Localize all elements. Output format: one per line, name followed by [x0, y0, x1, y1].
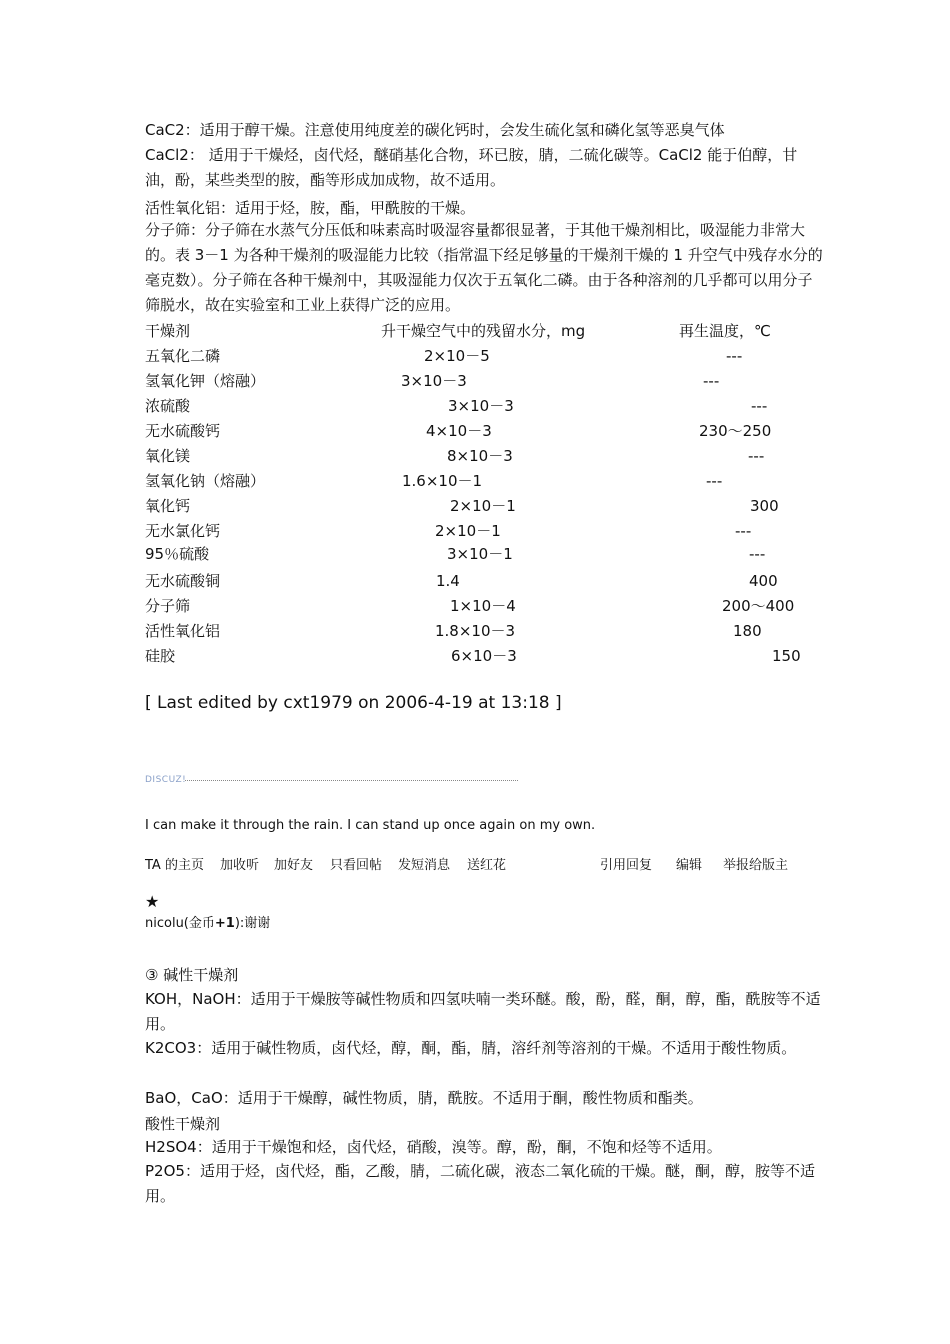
table-row [145, 495, 845, 517]
rating-comment: ):谢谢 [234, 916, 271, 931]
table-row [145, 420, 845, 442]
edit-link[interactable]: 编辑 [676, 858, 703, 873]
cell-regen: --- [735, 522, 752, 540]
acidic-desiccant-title: 酸性干燥剂 [145, 1115, 221, 1133]
cell-desiccant: 硅胶 [145, 647, 176, 665]
basic-desiccant-title: ③ 碱性干燥剂 [145, 966, 239, 984]
cell-desiccant: 活性氧化铝 [145, 622, 221, 640]
rating-user: nicolu(金币 [145, 916, 215, 931]
cell-desiccant: 氢氧化钠（熔融） [145, 472, 266, 490]
table-row [145, 345, 845, 367]
sieve-paragraph: 分子筛：分子筛在水蒸气分压低和味素高时吸湿容量都很显著，于其他干燥剂相比，吸湿能力非常大的。表 3－1 为各种干燥剂的吸湿能力比较（指常温下经足够量的干燥剂干燥的 1 升空气中残存水分的毫克数）。分子筛在各种干燥剂中，其吸湿能力仅次于五氧化二磷。由于各种溶剂的几乎都可以用分子筛脱水，故在实验室和工业上获得广泛的应用。 [145, 221, 823, 314]
cell-regen: 230～250 [699, 422, 772, 440]
cell-regen: --- [749, 545, 766, 563]
cac2-paragraph: CaC2：适用于醇干燥。注意使用纯度差的碳化钙时，会发生硫化氢和磷化氢等恶臭气体 [145, 121, 725, 139]
cell-desiccant: 氧化镁 [145, 447, 191, 465]
cell-residual: 2×10－5 [424, 347, 490, 365]
cell-regen: --- [706, 472, 723, 490]
cell-regen: --- [726, 347, 743, 365]
cell-desiccant: 无水硫酸铜 [145, 572, 221, 590]
cell-desiccant: 无水硫酸钙 [145, 422, 221, 440]
cell-residual: 1.8×10－3 [435, 622, 516, 640]
send-message-link[interactable]: 发短消息 [398, 858, 451, 873]
table-row [145, 445, 845, 467]
cell-residual: 2×10－1 [450, 497, 516, 515]
table-row [145, 470, 845, 492]
signature-text: I can make it through the rain. I can stand up once again on my own. [145, 818, 596, 833]
rating-entry [145, 915, 270, 933]
p2o5-paragraph: P2O5：适用于烃，卤代烃，酯，乙酸，腈，二硫化碳，液态二氧化硫的干燥。醚，酮，醇，胺等不适用。 [145, 1162, 815, 1205]
cell-desiccant: 五氧化二磷 [145, 347, 221, 365]
cell-regen: --- [748, 447, 765, 465]
table-row [145, 620, 845, 642]
star-icon: ★ [145, 892, 160, 911]
follow-link[interactable]: 加收听 [220, 858, 260, 873]
header-desiccant: 干燥剂 [145, 322, 191, 340]
header-regen-temp: 再生温度，℃ [679, 322, 771, 340]
k2co3-paragraph: K2CO3：适用于碱性物质，卤代烃，醇，酮，酯，腈，溶纤剂等溶剂的干燥。不适用于酸性物质。 [145, 1039, 797, 1057]
table-header [145, 320, 845, 342]
rating-amount: +1 [214, 916, 235, 931]
h2so4-paragraph: H2SO4：适用于干燥饱和烃，卤代烃，硝酸，溴等。醇，酚，酮，不饱和烃等不适用。 [145, 1138, 722, 1156]
cell-regen: 300 [750, 497, 779, 515]
table-row [145, 645, 845, 667]
header-residual-water: 升干燥空气中的残留水分，mg [381, 322, 586, 340]
cell-residual: 1×10－4 [450, 597, 516, 615]
edit-note: [ Last edited by cxt1979 on 2006-4-19 at 13:18 ] [145, 693, 562, 713]
forum-logo-icon: DISCUZ! [145, 775, 187, 785]
cell-desiccant: 氧化钙 [145, 497, 191, 515]
cell-residual: 3×10－1 [447, 545, 513, 563]
cacl2-paragraph: CaCl2： 适用于干燥烃，卤代烃，醚硝基化合物，环已胺，腈，二硫化碳等。CaCl2 能于伯醇，甘油，酚，某些类型的胺，酯等形成加成物，故不适用。 [145, 146, 798, 189]
cell-regen: 200～400 [722, 597, 795, 615]
cell-residual: 4×10－3 [426, 422, 492, 440]
table-row [145, 595, 845, 617]
cell-residual: 1.4 [436, 572, 460, 590]
cell-regen: --- [703, 372, 720, 390]
report-link[interactable]: 举报给版主 [723, 858, 789, 873]
table-row [145, 570, 845, 592]
bao-paragraph: BaO，CaO：适用于干燥醇，碱性物质，腈，酰胺。不适用于酮，酸性物质和酯类。 [145, 1089, 703, 1107]
cell-residual: 3×10－3 [401, 372, 467, 390]
send-flower-link[interactable]: 送红花 [467, 858, 507, 873]
cell-desiccant: 95％硫酸 [145, 545, 210, 563]
signature-divider [185, 780, 518, 781]
table-row [145, 543, 845, 565]
cell-regen: 400 [749, 572, 778, 590]
quote-reply-link[interactable]: 引用回复 [600, 858, 653, 873]
cell-residual: 6×10－3 [451, 647, 517, 665]
cell-residual: 2×10－1 [435, 522, 501, 540]
cell-residual: 8×10－3 [447, 447, 513, 465]
profile-link[interactable]: TA 的主页 [145, 858, 204, 873]
cell-desiccant: 氢氧化钾（熔融） [145, 372, 266, 390]
add-friend-link[interactable]: 加好友 [274, 858, 314, 873]
cell-desiccant: 浓硫酸 [145, 397, 191, 415]
cell-residual: 1.6×10－1 [402, 472, 483, 490]
table-row [145, 370, 845, 392]
cell-residual: 3×10－3 [448, 397, 514, 415]
cell-regen: 150 [772, 647, 801, 665]
cell-desiccant: 无水氯化钙 [145, 522, 221, 540]
cell-desiccant: 分子筛 [145, 597, 191, 615]
table-row [145, 395, 845, 417]
alumina-paragraph: 活性氧化铝：适用于烃，胺，酯，甲酰胺的干燥。 [145, 199, 476, 217]
cell-regen: --- [751, 397, 768, 415]
cell-regen: 180 [733, 622, 762, 640]
koh-paragraph: KOH，NaOH：适用于干燥胺等碱性物质和四氢呋喃一类环醚。酸，酚，醛，酮，醇，酯，酰胺等不适用。 [145, 990, 821, 1033]
table-row [145, 520, 845, 542]
view-author-only-link[interactable]: 只看回帖 [330, 858, 383, 873]
